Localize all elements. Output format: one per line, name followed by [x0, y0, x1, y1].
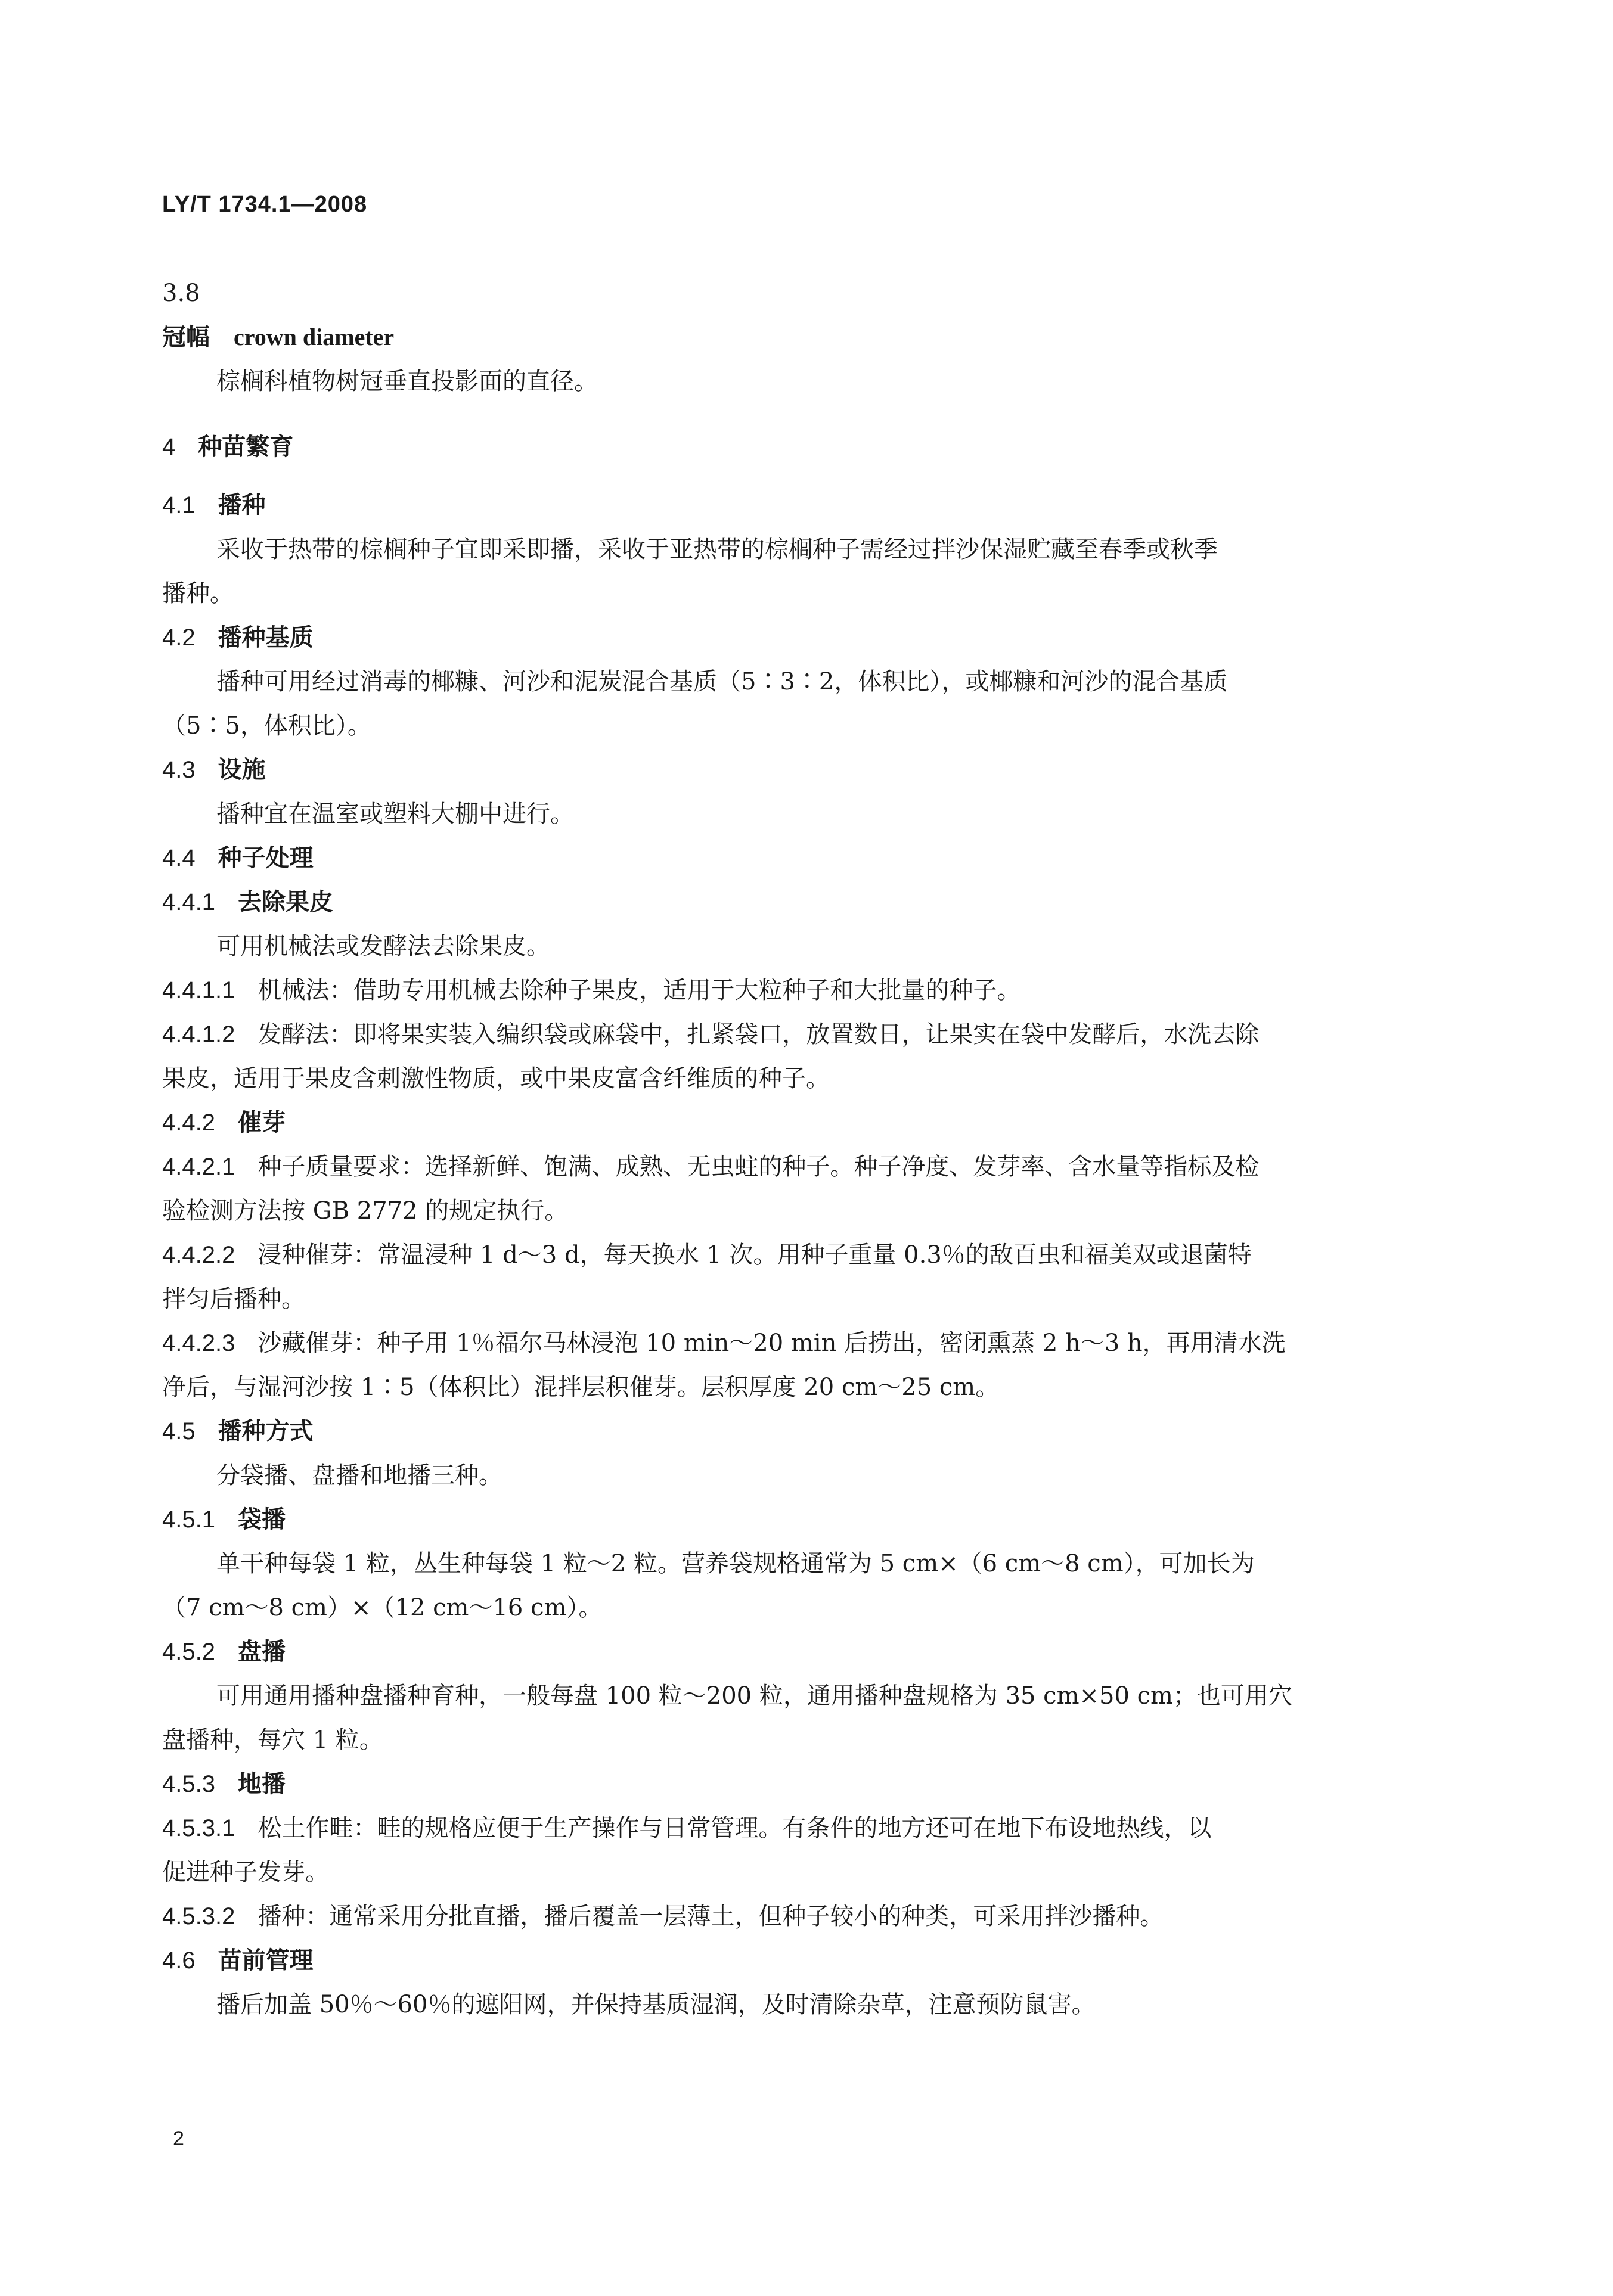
paragraph-continuation: 净后，与湿河沙按 1∶5（体积比）混拌层积催芽。层积厚度 20 cm～25 cm。: [162, 1374, 1000, 1401]
paragraph-continuation: 播种。: [162, 580, 234, 607]
term-chinese: 冠幅: [162, 323, 210, 351]
paragraph-text: 可用通用播种盘播种育种，一般每盘 100 粒～200 粒，通用播种盘规格为 35 cm×50 cm；也可用穴: [216, 1682, 1292, 1710]
subsection-title: 催芽: [237, 1108, 286, 1136]
subsection-heading: [162, 1409, 1426, 1453]
paragraph-continuation: 验检测方法按 GB 2772 的规定执行。: [162, 1197, 569, 1225]
clause-text: 种子质量要求：选择新鲜、饱满、成熟、无虫蛀的种子。种子净度、发芽率、含水量等指标及检: [258, 1153, 1260, 1180]
subsection-heading: [162, 1630, 1426, 1674]
subsection-number: 4.4.1: [162, 889, 215, 915]
subsection-number: 4.5.3: [162, 1771, 215, 1797]
numbered-paragraph: [162, 1806, 1426, 1850]
subsection-heading: [162, 880, 1426, 924]
clause-text: 发酵法：即将果实装入编织袋或麻袋中，扎紧袋口，放置数日，让果实在袋中发酵后，水洗去除: [258, 1021, 1260, 1048]
subsection-title: 地播: [237, 1770, 286, 1798]
subsection-number: 4.3: [162, 757, 196, 783]
section-heading: [162, 425, 1426, 469]
document-body: [162, 271, 1426, 2027]
subsection-heading: [162, 1938, 1426, 1983]
clause-number: 4.5.3.2: [162, 1903, 235, 1930]
subsection-heading: [162, 748, 1426, 792]
clause-number: 4.4.1.2: [162, 1021, 235, 1048]
subsection-number: 4.5: [162, 1418, 196, 1444]
subsection-number: 4.5.2: [162, 1639, 215, 1665]
paragraph-text: 播后加盖 50％～60％的遮阳网，并保持基质湿润，及时清除杂草，注意预防鼠害。: [216, 1991, 1096, 2018]
numbered-paragraph: [162, 1321, 1426, 1365]
numbered-paragraph: [162, 1233, 1426, 1277]
subsection-number: 4.2: [162, 625, 196, 651]
subsection-number: 4.4.2: [162, 1110, 215, 1136]
clause-number: 4.4.2.2: [162, 1242, 235, 1268]
subsection-heading: [162, 483, 1426, 527]
paragraph-continuation: （7 cm～8 cm）×（12 cm～16 cm）。: [162, 1594, 603, 1621]
subsection-title: 播种: [218, 491, 266, 519]
subsection-title: 播种方式: [218, 1417, 314, 1445]
subsection-heading: [162, 1497, 1426, 1542]
paragraph-text: 可用机械法或发酵法去除果皮。: [216, 933, 550, 960]
numbered-paragraph: [162, 968, 1426, 1012]
section-content: [162, 483, 1426, 2027]
term-number: 3.8: [162, 279, 200, 307]
clause-text: 浸种催芽：常温浸种 1 d～3 d，每天换水 1 次。用种子重量 0.3％的敌百虫和福美双或退菌特: [258, 1241, 1252, 1269]
section-number: 4: [162, 434, 176, 460]
paragraph-continuation: 促进种子发芽。: [162, 1859, 329, 1886]
clause-text: 播种：通常采用分批直播，播后覆盖一层薄土，但种子较小的种类，可采用拌沙播种。: [258, 1903, 1164, 1930]
paragraph-continuation: 果皮，适用于果皮含刺激性物质，或中果皮富含纤维质的种子。: [162, 1065, 830, 1092]
term-english: crown diameter: [234, 324, 395, 350]
paragraph-text: 分袋播、盘播和地播三种。: [216, 1462, 502, 1489]
subsection-title: 苗前管理: [218, 1946, 314, 1974]
term-definition: 棕榈科植物树冠垂直投影面的直径。: [216, 368, 598, 395]
clause-text: 机械法：借助专用机械去除种子果皮，适用于大粒种子和大批量的种子。: [258, 977, 1021, 1004]
paragraph-text: 播种可用经过消毒的椰糠、河沙和泥炭混合基质（5∶3∶2，体积比），或椰糠和河沙的混合基质: [216, 668, 1228, 695]
clause-text: 松土作畦：畦的规格应便于生产操作与日常管理。有条件的地方还可在地下布设地热线，以: [258, 1815, 1212, 1842]
document-code: LY/T 1734.1—2008: [162, 192, 368, 217]
term-heading: [162, 315, 1426, 359]
subsection-number: 4.6: [162, 1947, 196, 1974]
paragraph-continuation: 拌匀后播种。: [162, 1285, 305, 1313]
subsection-heading: [162, 616, 1426, 660]
subsection-title: 袋播: [237, 1505, 286, 1533]
subsection-number: 4.4: [162, 845, 196, 871]
clause-number: 4.4.2.3: [162, 1330, 235, 1356]
section-title: 种苗繁育: [198, 433, 294, 461]
subsection-heading: [162, 1762, 1426, 1806]
paragraph-text: 单干种每袋 1 粒，丛生种每袋 1 粒～2 粒。营养袋规格通常为 5 cm×（6 cm～8 cm），可加长为: [216, 1550, 1255, 1577]
subsection-title: 播种基质: [218, 623, 314, 651]
subsection-title: 设施: [218, 756, 266, 784]
subsection-number: 4.5.1: [162, 1506, 215, 1533]
subsection-number: 4.1: [162, 492, 196, 518]
subsection-heading: [162, 1101, 1426, 1145]
page-number: 2: [173, 2127, 184, 2150]
paragraph-continuation: 盘播种，每穴 1 粒。: [162, 1726, 383, 1754]
subsection-title: 盘播: [237, 1638, 286, 1666]
paragraph-text: 采收于热带的棕榈种子宜即采即播，采收于亚热带的棕榈种子需经过拌沙保湿贮藏至春季或秋季: [216, 536, 1218, 563]
numbered-paragraph: [162, 1012, 1426, 1057]
clause-number: 4.4.2.1: [162, 1154, 235, 1180]
clause-number: 4.5.3.1: [162, 1815, 235, 1841]
clause-text: 沙藏催芽：种子用 1％福尔马林浸泡 10 min～20 min 后捞出，密闭熏蒸 2 h～3 h，再用清水洗: [258, 1329, 1286, 1357]
clause-number: 4.4.1.1: [162, 977, 235, 1003]
subsection-heading: [162, 836, 1426, 880]
paragraph-continuation: （5∶5，体积比）。: [162, 712, 371, 740]
numbered-paragraph: [162, 1145, 1426, 1189]
paragraph-text: 播种宜在温室或塑料大棚中进行。: [216, 800, 574, 828]
subsection-title: 去除果皮: [237, 888, 333, 916]
subsection-title: 种子处理: [218, 844, 314, 872]
numbered-paragraph: [162, 1894, 1426, 1938]
